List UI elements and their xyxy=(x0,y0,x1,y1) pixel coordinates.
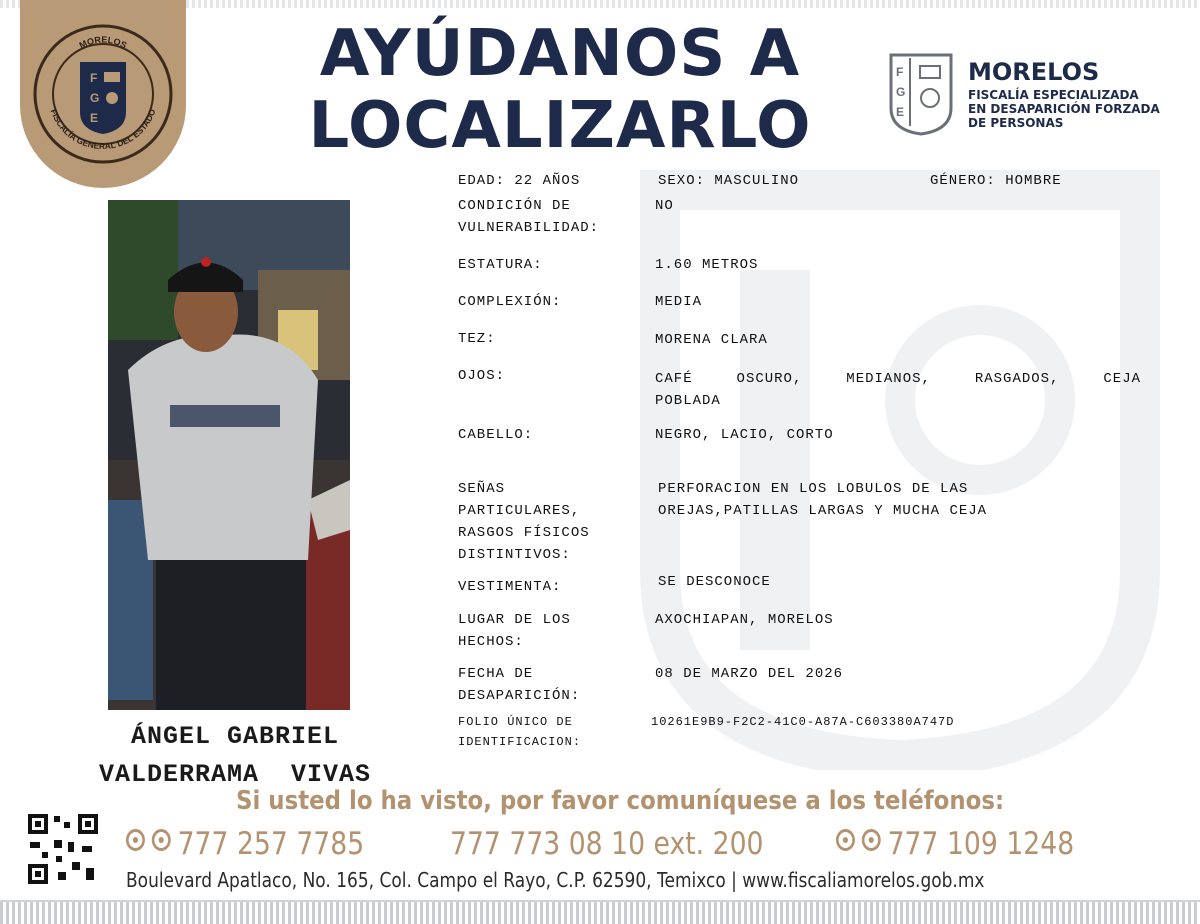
folio-label-2: IDENTIFICACION: xyxy=(458,735,582,749)
tez-value: MORENA CLARA xyxy=(655,332,768,348)
org-logo-letter-e: E xyxy=(896,105,905,119)
qr-code-icon[interactable] xyxy=(26,812,100,886)
vestimenta-label: VESTIMENTA: xyxy=(458,579,562,595)
headline-line-1: AYÚDANOS A xyxy=(319,17,801,91)
person-photo xyxy=(108,200,350,710)
phone-icon xyxy=(126,829,145,851)
folio-label-1: FOLIO ÚNICO DE xyxy=(458,715,573,729)
badge-arc-text: FISCALÍA GENERAL DEL ESTADO xyxy=(48,107,158,152)
sexo-field: SEXO: MASCULINO xyxy=(658,173,800,189)
fge-shield-icon xyxy=(888,52,954,136)
edad-field: EDAD: 22 AÑOS xyxy=(458,173,581,189)
senas-label-2: PARTICULARES, xyxy=(458,503,581,519)
person-name-line-1: ÁNGEL GABRIEL xyxy=(130,722,340,751)
condicion-label-2: VULNERABILIDAD: xyxy=(458,220,600,236)
headline xyxy=(240,18,880,162)
senas-value-2: OREJAS,PATILLAS LARGAS Y MUCHA CEJA xyxy=(658,503,988,519)
senas-label-3: RASGOS FÍSICOS xyxy=(458,525,590,541)
estatura-value: 1.60 METROS xyxy=(655,257,759,273)
phone-2-number: 777 773 08 10 ext. 200 xyxy=(450,826,764,862)
org-title: MORELOS xyxy=(968,58,1100,86)
folio-value: 10261E9B9-F2C2-41C0-A87A-C603380A747D xyxy=(651,715,955,729)
senas-label-1: SEÑAS xyxy=(458,481,506,497)
tez-label: TEZ: xyxy=(458,331,496,347)
whatsapp-icon xyxy=(152,829,171,851)
badge-letter-f: F xyxy=(90,71,98,85)
lugar-label-1: LUGAR DE LOS xyxy=(458,612,571,628)
complexion-label: COMPLEXIÓN: xyxy=(458,294,562,310)
fge-badge xyxy=(20,0,186,188)
contact-callout: Si usted lo ha visto, por favor comuníquese a los teléfonos: xyxy=(236,786,1005,816)
lugar-label-2: HECHOS: xyxy=(458,634,524,650)
senas-label-4: DISTINTIVOS: xyxy=(458,547,571,563)
phone-2[interactable] xyxy=(450,826,764,862)
org-subtitle-line-1: FISCALÍA ESPECIALIZADA xyxy=(968,88,1139,102)
condicion-value: NO xyxy=(655,198,674,214)
complexion-value: MEDIA xyxy=(655,294,703,310)
fge-seal-icon xyxy=(20,0,186,188)
person-name-line-2: VALDERRAMA VIVAS xyxy=(98,760,372,789)
phone-3-number: 777 109 1248 xyxy=(887,826,1075,862)
senas-value-1: PERFORACION EN LOS LOBULOS DE LAS xyxy=(658,481,969,497)
badge-letter-g: G xyxy=(90,91,100,105)
fecha-label-2: DESAPARICIÓN: xyxy=(458,688,581,704)
genero-field: GÉNERO: HOMBRE xyxy=(930,173,1062,189)
phone-1[interactable] xyxy=(126,826,364,862)
lugar-value: AXOCHIAPAN, MORELOS xyxy=(655,612,834,628)
org-logo-letter-g: G xyxy=(896,85,906,99)
ojos-label: OJOS: xyxy=(458,368,506,384)
bottom-decorative-border xyxy=(0,900,1200,924)
estatura-label: ESTATURA: xyxy=(458,257,543,273)
cabello-value: NEGRO, LACIO, CORTO xyxy=(655,427,834,443)
condicion-label-1: CONDICIÓN DE xyxy=(458,198,571,214)
ojos-value-1: CAFÉ OSCURO, MEDIANOS, RASGADOS, CEJA xyxy=(655,371,1141,387)
fecha-value: 08 DE MARZO DEL 2026 xyxy=(655,666,844,682)
phone-3[interactable] xyxy=(836,826,1074,862)
headline-line-2: LOCALIZARLO xyxy=(308,89,812,163)
org-subtitle-line-3: DE PERSONAS xyxy=(968,116,1064,130)
ojos-value-2: POBLADA xyxy=(655,393,721,409)
address-line[interactable]: Boulevard Apatlaco, No. 165, Col. Campo el Rayo, C.P. 62590, Temixco | www.fiscaliamorelos.gob.mx xyxy=(126,868,985,892)
fecha-label-1: FECHA DE xyxy=(458,666,534,682)
phone-1-number: 777 257 7785 xyxy=(177,826,365,862)
cabello-label: CABELLO: xyxy=(458,427,534,443)
phone-icon xyxy=(836,829,855,851)
badge-letter-e: E xyxy=(90,111,99,125)
vestimenta-value: SE DESCONOCE xyxy=(658,574,771,590)
org-subtitle xyxy=(968,88,1160,130)
svg-text:MORELOS xyxy=(78,35,129,51)
badge-top-text: MORELOS xyxy=(77,34,129,51)
whatsapp-icon xyxy=(862,829,881,851)
org-subtitle-line-2: EN DESAPARICIÓN FORZADA xyxy=(968,102,1160,116)
org-logo-letter-f: F xyxy=(896,65,904,79)
